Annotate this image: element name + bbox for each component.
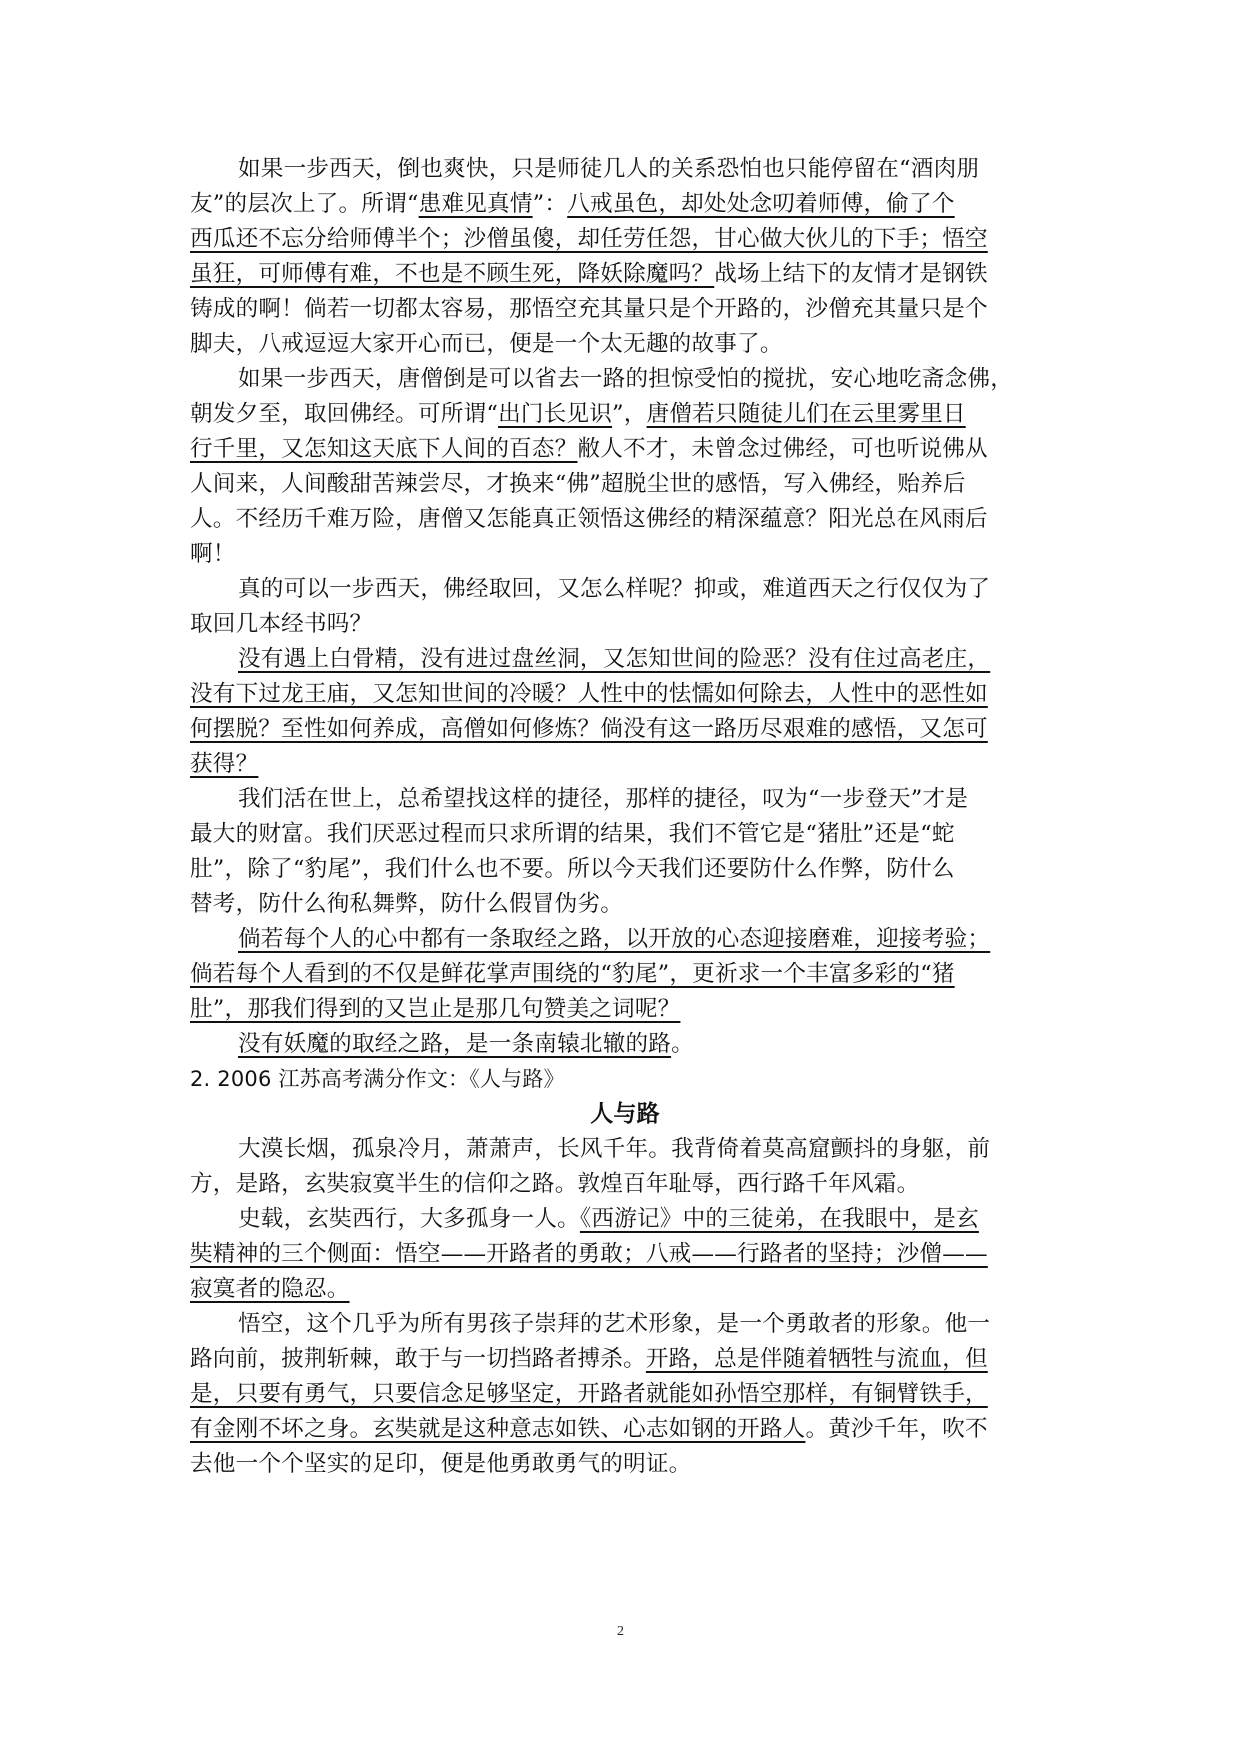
text-line bbox=[190, 817, 1060, 852]
underlined-text: 《西游记》中的三徒弟，在我眼中，是玄 bbox=[579, 1206, 979, 1232]
text-segment: 人。不经历千难万险，唐僧又怎能真正领悟这佛经的精深蕴意？阳光总在风雨后 bbox=[190, 506, 988, 532]
text-segment: 取回几本经书吗？ bbox=[190, 611, 373, 637]
text-segment: 史载，玄奘西行，大多孤身一人。 bbox=[238, 1206, 580, 1232]
text-line bbox=[190, 1167, 1060, 1202]
text-line bbox=[190, 1377, 1060, 1412]
text-segment: 人间来，人间酸甜苦辣尝尽，才换来“佛”超脱尘世的感悟，写入佛经，贻养后 bbox=[190, 471, 966, 497]
text-line bbox=[190, 782, 1060, 817]
text-segment: 路向前，披荆斩棘，敢于与一切挡路者搏杀。 bbox=[190, 1346, 646, 1372]
document-body bbox=[190, 152, 1060, 1482]
text-segment: 铸成的啊！倘若一切都太容易，那悟空充其量只是个开路的，沙僧充其量只是个 bbox=[190, 296, 988, 322]
underlined-text: 没有妖魔的取经之路，是一条南辕北辙的路 bbox=[238, 1031, 672, 1057]
underlined-text: 倘若每个人看到的不仅是鲜花掌声围绕的“豹尾”，更祈求一个丰富多彩的“猪 bbox=[190, 961, 955, 987]
underlined-text: 出门长见识 bbox=[498, 401, 613, 427]
text-line bbox=[190, 327, 1060, 362]
underlined-text: 寂寞者的隐忍。 bbox=[190, 1276, 350, 1302]
underlined-text: 开路，总是伴随着牺牲与流血，但 bbox=[645, 1346, 988, 1372]
text-segment: 最大的财富。我们厌恶过程而只求所谓的结果，我们不管它是“猪肚”还是“蛇 bbox=[190, 821, 955, 847]
text-line bbox=[190, 222, 1060, 257]
text-segment: 敝人不才，未曾念过佛经，可也听说佛从 bbox=[577, 436, 988, 462]
text-segment: 如果一步西天，唐僧倒是可以省去一路的担惊受怕的搅扰，安心地吃斋念佛， bbox=[238, 366, 1013, 392]
underlined-text: 行千里，又怎知这天底下人间的百态？ bbox=[190, 436, 578, 462]
text-line bbox=[190, 1342, 1060, 1377]
text-line bbox=[190, 257, 1060, 292]
text-segment: 真的可以一步西天，佛经取回，又怎么样呢？抑或，难道西天之行仅仅为了 bbox=[238, 576, 991, 602]
text-line bbox=[190, 292, 1060, 327]
text-line bbox=[190, 187, 1060, 222]
text-line bbox=[190, 152, 1060, 187]
text-line bbox=[190, 537, 1060, 572]
text-segment: 。黄沙千年，吹不 bbox=[805, 1416, 988, 1442]
text-segment: 悟空，这个几乎为所有男孩子崇拜的艺术形象，是一个勇敢者的形象。他一 bbox=[238, 1311, 991, 1337]
text-segment: 肚”，除了“豹尾”，我们什么也不要。所以今天我们还要防什么作弊，防什么 bbox=[190, 856, 955, 882]
text-line bbox=[190, 1307, 1060, 1342]
underlined-text: 唐僧若只随徒儿们在云里雾里日 bbox=[646, 401, 966, 427]
section-heading bbox=[190, 1062, 1060, 1097]
text-line bbox=[190, 712, 1060, 747]
underlined-text: 没有遇上白骨精，没有进过盘丝洞，又怎知世间的险恶？没有住过高老庄， bbox=[238, 646, 991, 672]
underlined-text: 虽狂，可师傅有难，不也是不顾生死，降妖除魔吗？ bbox=[190, 261, 715, 287]
text-segment: 战场上结下的友情才是钢铁 bbox=[714, 261, 988, 287]
text-line bbox=[190, 1447, 1060, 1482]
text-line bbox=[190, 502, 1060, 537]
text-line bbox=[190, 362, 1060, 397]
text-segment: 去他一个个坚实的足印，便是他勇敢勇气的明证。 bbox=[190, 1451, 692, 1477]
text-line bbox=[190, 747, 1060, 782]
text-segment: 替考，防什么徇私舞弊，防什么假冒伪劣。 bbox=[190, 891, 624, 917]
underlined-text: 获得？ bbox=[190, 751, 259, 777]
text-line bbox=[190, 467, 1060, 502]
underlined-text: 奘精神的三个侧面：悟空——开路者的勇敢；八戒——行路者的坚持；沙僧—— bbox=[190, 1241, 988, 1267]
text-segment: ”： bbox=[532, 191, 568, 217]
underlined-text: 患难见真情 bbox=[418, 191, 533, 217]
text-line bbox=[190, 992, 1060, 1027]
text-segment: ”， bbox=[612, 401, 647, 427]
underlined-text: 八戒虽色，却处处念叨着师傅，偷了个 bbox=[567, 191, 955, 217]
underlined-text: 有金刚不坏之身。玄奘就是这种意志如铁、心志如钢的开路人 bbox=[190, 1416, 806, 1442]
text-line bbox=[190, 607, 1060, 642]
underlined-text: 肚”，那我们得到的又岂止是那几句赞美之词呢？ bbox=[190, 996, 681, 1022]
text-line bbox=[190, 1272, 1060, 1307]
text-line bbox=[190, 887, 1060, 922]
text-line bbox=[190, 572, 1060, 607]
underlined-text: 是，只要有勇气，只要信念足够坚定，开路者就能如孙悟空那样，有铜臂铁手， bbox=[190, 1381, 988, 1407]
text-line bbox=[190, 1412, 1060, 1447]
text-line bbox=[190, 1237, 1060, 1272]
underlined-text: 没有下过龙王庙，又怎知世间的冷暖？人性中的怯懦如何除去，人性中的恶性如 bbox=[190, 681, 988, 707]
text-segment: 。 bbox=[671, 1031, 694, 1057]
text-segment: 方，是路，玄奘寂寞半生的信仰之路。敦煌百年耻辱，西行路千年风霜。 bbox=[190, 1171, 920, 1197]
text-segment: 大漠长烟，孤泉冷月，萧萧声，长风千年。我背倚着莫高窟颤抖的身躯，前 bbox=[238, 1136, 991, 1162]
text-line bbox=[190, 432, 1060, 467]
text-segment: 友”的层次上了。所谓“ bbox=[190, 191, 419, 217]
underlined-text: 何摆脱？至性如何养成，高僧如何修炼？倘没有这一路历尽艰难的感悟，又怎可 bbox=[190, 716, 988, 742]
text-line bbox=[190, 677, 1060, 712]
text-segment: 如果一步西天，倒也爽快，只是师徒几人的关系恐怕也只能停留在“酒肉朋 bbox=[238, 156, 980, 182]
text-line bbox=[190, 957, 1060, 992]
text-line bbox=[190, 1132, 1060, 1167]
text-line bbox=[190, 852, 1060, 887]
text-line bbox=[190, 1027, 1060, 1062]
underlined-text: 西瓜还不忘分给师傅半个；沙僧虽傻，却任劳任怨，甘心做大伙儿的下手；悟空 bbox=[190, 226, 988, 252]
essay-title bbox=[190, 1097, 1060, 1132]
text-segment: 朝发夕至，取回佛经。可所谓“ bbox=[190, 401, 499, 427]
text-line bbox=[190, 1202, 1060, 1237]
page-number: 2 bbox=[617, 1624, 624, 1639]
text-line bbox=[190, 922, 1060, 957]
text-segment: 2. 2006 江苏高考满分作文：《人与路》 bbox=[190, 1067, 565, 1091]
text-segment: 啊！ bbox=[190, 541, 236, 567]
text-segment: 人与路 bbox=[590, 1101, 660, 1127]
text-segment: 脚夫，八戒逗逗大家开心而已，便是一个太无趣的故事了。 bbox=[190, 331, 783, 357]
text-line bbox=[190, 397, 1060, 432]
text-segment: 我们活在世上，总希望找这样的捷径，那样的捷径，叹为“一步登天”才是 bbox=[238, 786, 969, 812]
text-line bbox=[190, 642, 1060, 677]
underlined-text: 倘若每个人的心中都有一条取经之路，以开放的心态迎接磨难，迎接考验； bbox=[238, 926, 991, 952]
